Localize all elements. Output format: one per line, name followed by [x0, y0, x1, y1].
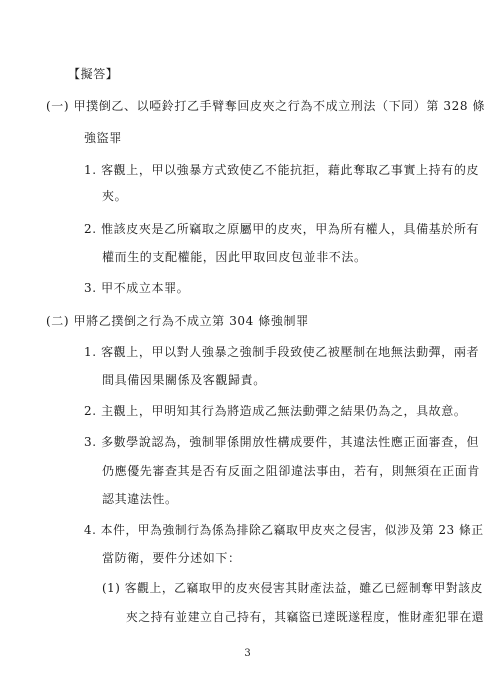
item-1-1: 1. 客觀上，甲以強暴方式致使乙不能抗拒，藉此奪取乙事實上持有的皮	[84, 163, 480, 177]
item-2-4: 4. 本件，甲為強制行為係為排除乙竊取甲皮夾之侵害，似涉及第 23 條正	[84, 523, 484, 537]
item-2-4-cont: 當防衛，要件分述如下：	[102, 551, 241, 565]
item-1-1-cont: 夾。	[102, 189, 128, 203]
item-2-1-cont: 間具備因果關係及客觀歸責。	[102, 373, 266, 387]
item-2-3-cont-2: 認其違法性。	[102, 492, 178, 506]
section-1-title-cont: 強盜罪	[84, 131, 122, 145]
item-2-1: 1. 客觀上，甲以對人強暴之強制手段致使乙被壓制在地無法動彈，兩者	[84, 345, 480, 359]
section-2-title: (二) 甲將乙撲倒之行為不成立第 304 條強制罪	[46, 314, 309, 328]
item-1-3: 3. 甲不成立本罪。	[84, 281, 190, 295]
page-number: 3	[244, 648, 251, 659]
item-1-2-cont: 權而生的支配權能，因此甲取回皮包並非不法。	[102, 250, 367, 264]
sub-item-1: (1) 客觀上，乙竊取甲的皮夾侵害其財產法益，雖乙已經制奪甲對該皮	[102, 581, 483, 595]
item-2-3: 3. 多數學說認為，強制罪係開放性構成要件，其違法性應正面審查，但	[84, 435, 480, 449]
sub-item-1-cont: 夾之持有並建立自己持有，其竊盜已達既遂程度，惟財產犯罪在還	[126, 610, 485, 624]
item-2-2: 2. 主觀上，甲明知其行為將造成乙無法動彈之結果仍為之，具故意。	[84, 404, 467, 418]
answer-heading: 【擬答】	[68, 67, 119, 81]
item-2-3-cont-1: 仍應優先審查其是否有反面之阻卻違法事由，若有，則無須在正面肯	[102, 464, 481, 478]
item-1-2: 2. 惟該皮夾是乙所竊取之原屬甲的皮夾，甲為所有權人，具備基於所有	[84, 222, 480, 236]
section-1-title: (一) 甲撲倒乙、以啞鈴打乙手臂奪回皮夾之行為不成立刑法（下同）第 328 條	[46, 99, 486, 113]
